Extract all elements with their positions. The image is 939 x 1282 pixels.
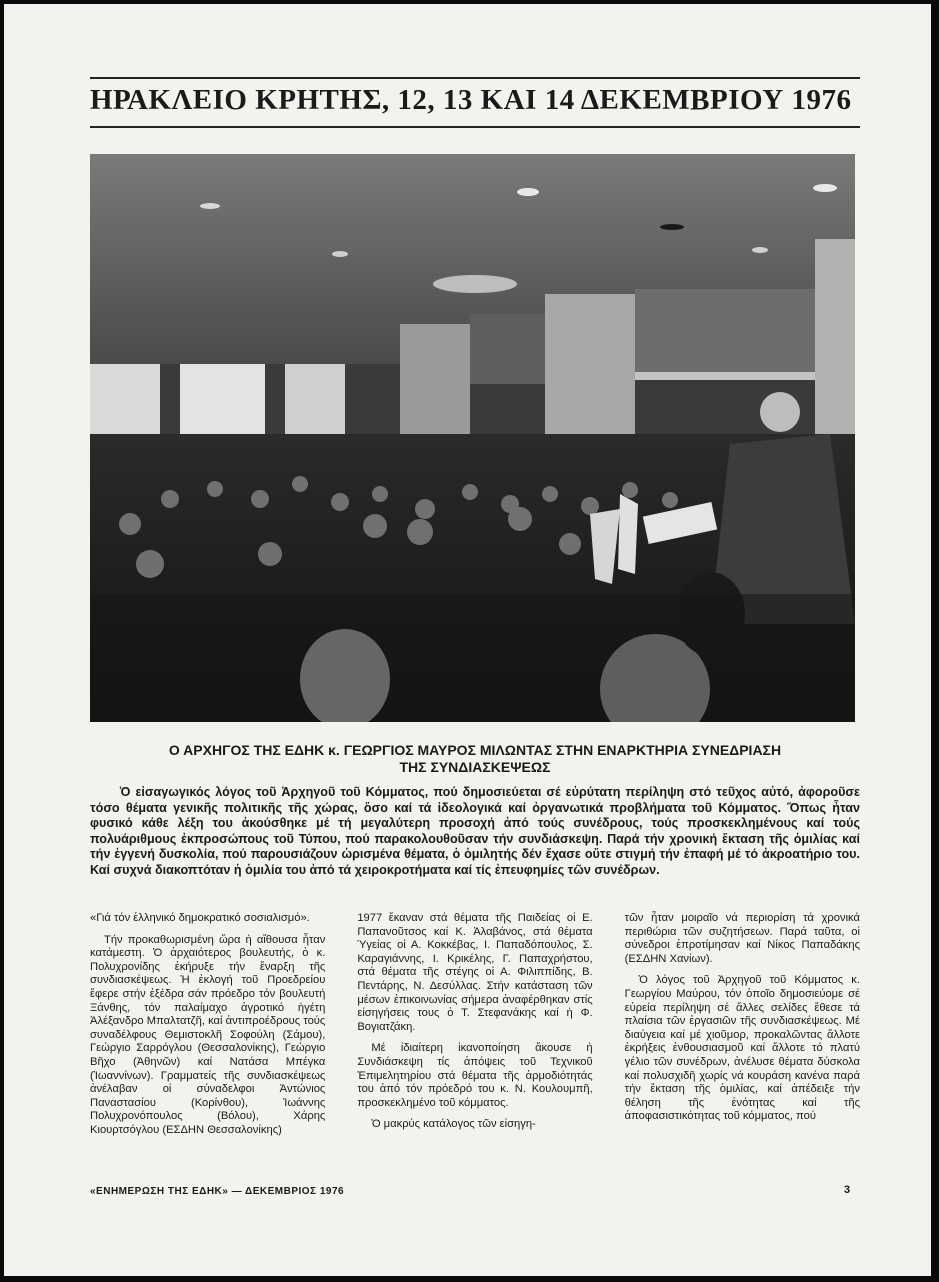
photo-caption bbox=[90, 742, 860, 776]
footer-publication: «ΕΝΗΜΕΡΩΣΗ ΤΗΣ ΕΔΗΚ» — ΔΕΚΕΜΒΡΙΟΣ 1976 bbox=[90, 1186, 345, 1197]
column-3-paragraph: τῶν ἦταν μοιραῖο νά περιορίση τά χρονικά περιθώρια τῶν συζητήσεων. Παρά ταῦτα, οἱ σύνεδροι ἐπροτίμησαν καί Νίκος Παπαδάκης (ΕΣΔΗΝ Χανίων). bbox=[624, 912, 860, 965]
column-3-paragraph: Ὁ λόγος τοῦ Ἀρχηγοῦ τοῦ Κόμματος κ. Γεωργίου Μαύρου, τόν ὁποῖο δημοσιεύομε σέ εὐρεία περίληψη σέ ἄλλες σελίδες ἔθεσε τά πλαίσια τῶν ἐργασιῶν τῆς συνδιασκέψεως. Μέ διαύγεια καί μέ χιοῦμορ, προκαλῶντας ἄλλοτε ἐκρήξεις ἐνθουσιασμοῦ καί ἄλλοτε τό πλατύ γέλιο τῶν συνέδρων, ἀνέλυσε θέματα δύσκολα καί πολυσχιδῆ χωρίς νά κουράση κανένα παρά τήν ἔκταση τῆς ὁμιλίας, καί ἀπέδειξε τήν θέληση τῆς ἑνότητας καί τῆς ἀποφασιστικότητας τοῦ κόμματος, πού bbox=[624, 974, 860, 1123]
column-1-paragraph: Τήν προκαθωρισμένη ὥρα ἡ αἴθουσα ἦταν κατάμεστη. Ὁ ἀρχαιότερος βουλευτής, ὁ κ. Πολυχρονίδης ἐκήρυξε τήν ἔναρξη τῆς συνδιασκέψεως. Ἡ ἐκλογή τοῦ Προεδρείου ἔφερε στήν ἑξέδρα σάν πρόεδρο τόν βουλευτή Ξάνθης, τόν παλαίμαχο ἀγροτικό ἡγέτη Ἀλέξανδρο Μπαλτατζῆ, καί ἀντιπροέδρους τούς συναδέλφους Θεμιστοκλῆ Σοφούλη (Σάμου), Γεώργιο Σαρρόγλου (Θεσσαλονίκης), Γεώργιο Βῆχο (Ἀθηνῶν) καί Νατάσα Μπέγκα (Ἰωαννίνων). Γραμματείς τῆς συνδιασκέψεως ἀνέλαβαν οἱ σύναδελφοι Ἀντώνιος Παναστασίου (Κορίνθου), Ἰωάννης Πολυχρονόπουλος (Βόλου), Χάρης Κιουρτσόγλου (ΕΣΔΗΝ Θεσσαλονίκης) bbox=[90, 933, 326, 1136]
column-2-paragraph: 1977 ἔκαναν στά θέματα τῆς Παιδείας οἱ Ε. Παπανοῦτσος καί Κ. Ἀλαβάνος, στά θέματα Ὑγείας οἱ Α. Κοκκέβας, Ι. Παπαδόπουλος, Σ. Καραγιάννης, Ι. Κρικέλης, Γ. Παπαχρήστου, στά θέματα τῆς στέγης οἱ Α. Φιλιππίδης, Β. Πεντάρης, Ν. Δεσύλλας. Στήν κατάσταση τῶν μέσων ἐπικοινωνίας σήμερα ἀναφέρθηκαν στίς εἰσηγήσεις τους ὁ Τ. Στεφανάκης καί ἡ Φ. Βογιατζάκη. bbox=[357, 912, 593, 1033]
headline-bottom-rule bbox=[90, 126, 860, 128]
magazine-page bbox=[4, 4, 931, 1276]
lead-paragraph: Ὁ εἰσαγωγικός λόγος τοῦ Ἀρχηγοῦ τοῦ Κόμματος, πού δημοσιεύεται σέ εὐρύτατη περίληψη στό τεῦχος αὐτό, ἀφοροῦσε τόσο θέματα γενικῆς πολιτικῆς τῆς χώρας, ὅσο καί τά ἰδεολογικά καί ὀργανωτικά προβλήματα τοῦ Κόμματος. Ὅπως ἦταν φυσικό κάθε λέξη του ἀκούσθηκε μέ τή μεγαλύτερη προσοχή ἀπό τούς συνέδρους, τούς προσκεκλημένους καί τούς πολυάριθμους ἐκπροσώπους τοῦ Τύπου, πού παρακολουθοῦσαν τήν συνδιάσκεψη. Παρά τήν χρονική ἔκταση τῆς ὁμιλίας καί τήν ἐγγενή δυσκολία, πού παρουσιάζουν ὡρισμένα θέματα, ὁ ὁμιλητής δέν ἔχασε οὔτε στιγμή τήν ἐπαφή μέ τό ἀκροατήριο του. Καί συχνά διακοπτόταν ἡ ὁμιλία του ἀπό τά χειροκροτήματα καί τίς ἐπευφημίες τῶν συνέδρων. bbox=[90, 785, 860, 877]
caption-line-1: Ο ΑΡΧΗΓΟΣ ΤΗΣ ΕΔΗΚ κ. ΓΕΩΡΓΙΟΣ ΜΑΥΡΟΣ ΜΙΛΩΝΤΑΣ ΣΤΗΝ ΕΝΑΡΚΤΗΡΙΑ ΣΥΝΕΔΡΙΑΣΗ bbox=[168, 742, 782, 758]
page-number: 3 bbox=[844, 1184, 851, 1196]
column-1-paragraph: «Γιά τόν ἑλληνικό δημοκρατικό σοσιαλισμό». bbox=[90, 912, 310, 924]
column-2-paragraph: Μέ ἰδιαίτερη ἱκανοποίηση ἄκουσε ἡ Συνδιάσκεψη τίς ἀπόψεις τοῦ Τεχνικοῦ Ἐπιμελητηρίου στά θέματα τῆς ἁρμοδιότητάς του ἀπό τόν πρόεδρό του κ. Ν. Κουλουμπῆ, προσκεκλημένο τοῦ κόμματος. bbox=[357, 1042, 593, 1109]
column-2 bbox=[357, 912, 592, 1276]
caption-line-2: ΤΗΣ ΣΥΝΔΙΑΣΚΕΨΕΩΣ bbox=[399, 759, 551, 775]
headline-top-rule bbox=[90, 77, 860, 79]
column-1 bbox=[90, 912, 325, 1276]
column-3 bbox=[625, 912, 860, 1276]
conference-photo-illustration bbox=[90, 154, 855, 722]
article-columns bbox=[90, 912, 860, 1276]
conference-photo bbox=[90, 154, 855, 722]
headline: ΗΡΑΚΛΕΙΟ ΚΡΗΤΗΣ, 12, 13 ΚΑΙ 14 ΔΕΚΕΜΒΡΙΟΥ 1976 bbox=[90, 84, 852, 116]
column-2-paragraph: Ὁ μακρύς κατάλογος τῶν εἰσηγη- bbox=[371, 1118, 536, 1131]
